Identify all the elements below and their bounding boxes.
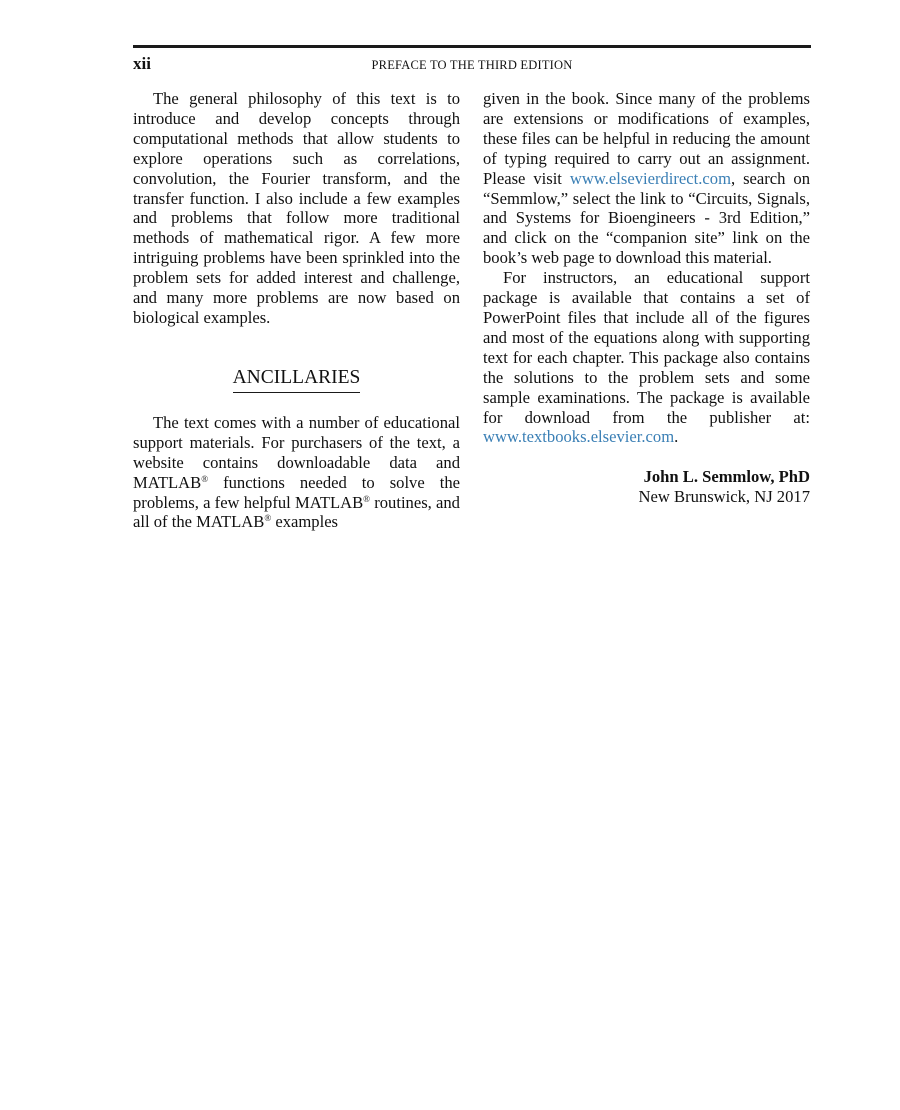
running-head: PREFACE TO THE THIRD EDITION (371, 58, 573, 72)
registered-mark: ® (201, 473, 209, 484)
instructors-paragraph: For instructors, an educational support package is available that contains a set of PowerPoint files that include all of the figures and most of the equations along with supporting text for each chapter. This package also contains the solutions to the problem sets and some sample examinations. The package is available for download from the publisher at: www.textbooks.​elsevier.com. (483, 268, 810, 447)
ancillaries-paragraph: The text comes with a number of educational support materials. For purchasers of the text, a website contains downloadable data and MATLAB® functions needed to solve the problems, a few helpful MATLAB® routines, and all of the MATLAB® examples (133, 412, 460, 532)
author-name: John L. Semmlow, PhD (643, 467, 810, 487)
author-place-year: New Brunswick, NJ 2017 (638, 487, 810, 507)
signature-block (483, 467, 810, 507)
page-number: xii (133, 54, 151, 73)
elsevierdirect-link[interactable]: www.​elsevierdirect.com (569, 168, 731, 188)
textbooks-elsevier-link[interactable]: www.textbooks.​elsevier.com (483, 427, 675, 447)
philosophy-paragraph: The general philosophy of this text is to introduce and develop concepts through computational methods that allow students to explore operations such as correlations, convolution, the Fourier transform, and the transfer function. I also include a few examples and problems that follow more traditional methods of mathematical rigor. A few more intriguing problems have been sprinkled into the problem sets for added interest and challenge, and many more problems are now based on biological examples. (133, 89, 460, 327)
website-paragraph: given in the book. Since many of the problems are extensions or modifications of examples, these files can be helpful in reducing the amount of typing required to carry out an assignment. Please visit www.​elsevierdirect.com, search on “Semmlow,” select the link to “Circuits, Signals, and Systems for Bioengineers - 3rd Edition,” and click on the “companion site” link on the book’s web page to download this material. (483, 89, 810, 268)
ancillaries-heading: ANCILLARIES (233, 366, 361, 393)
left-column (133, 89, 460, 532)
header-rule (133, 45, 811, 48)
section-heading (133, 366, 460, 393)
registered-mark: ® (363, 493, 371, 504)
registered-mark: ® (264, 513, 272, 524)
right-column (483, 89, 810, 507)
